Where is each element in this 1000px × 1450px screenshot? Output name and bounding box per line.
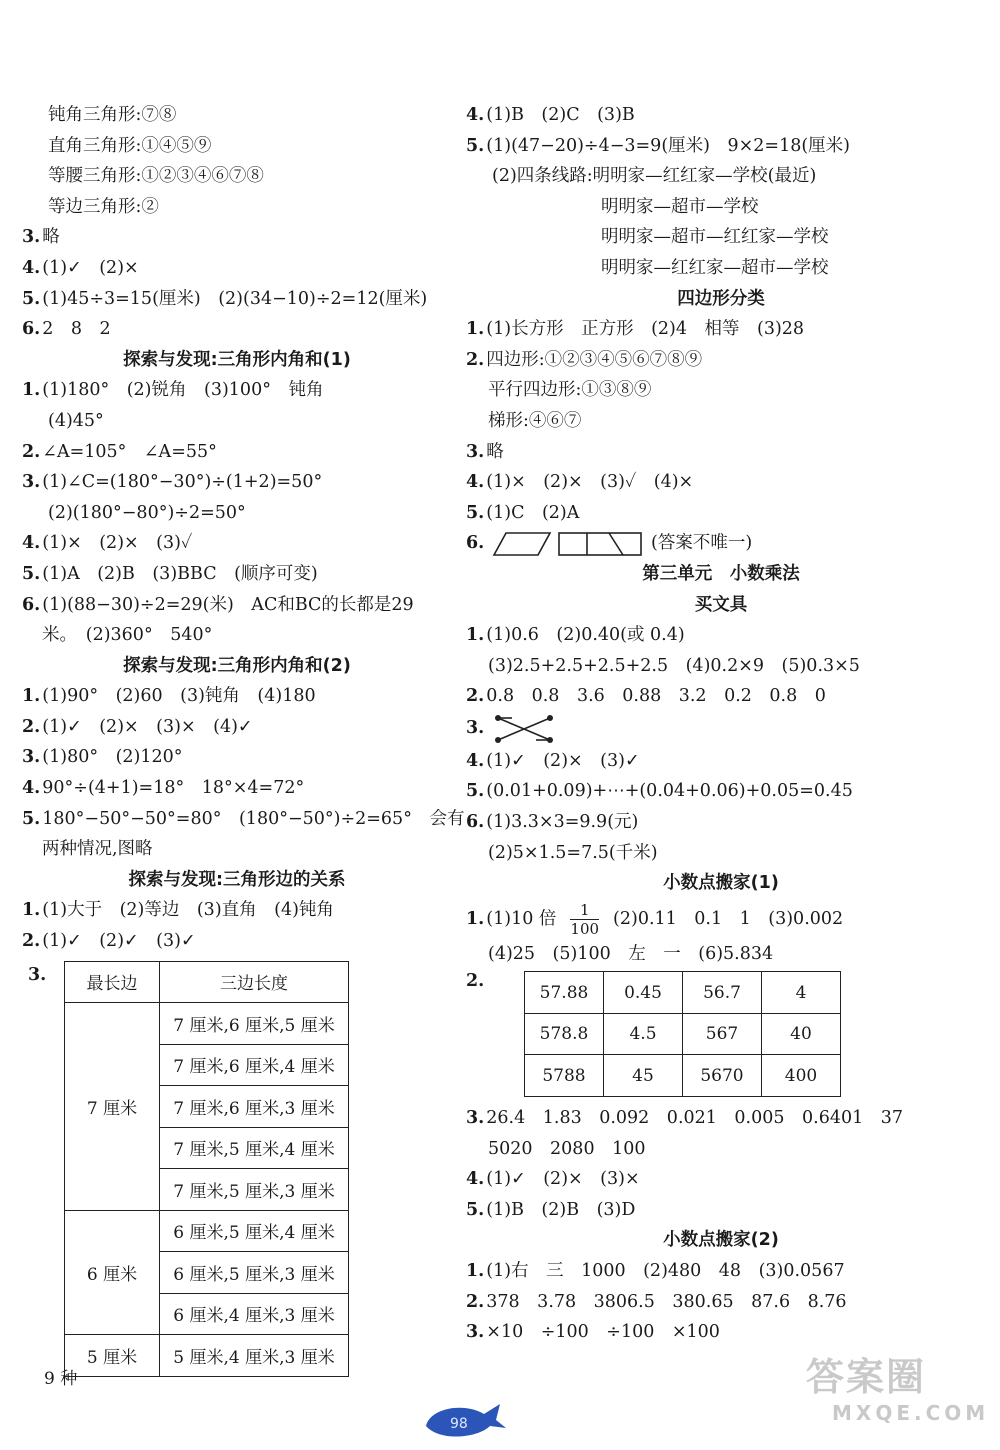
answer-line: 两种情况,图略: [42, 839, 153, 860]
longest-side-cell: 5 厘米: [65, 1335, 160, 1377]
table-row: [525, 972, 841, 1014]
answer-line: 明明家—超市—红红家—学校: [601, 227, 829, 248]
answer-line: 5. (1)B (2)B (3)D: [466, 1199, 636, 1220]
watermark-logo: 答案圈: [806, 1355, 927, 1399]
unit-title: 第三单元 小数乘法: [642, 563, 800, 584]
answer-line: 5. 180°−50°−50°=80° (180°−50°)÷2=65° 会有: [22, 808, 465, 829]
answer-line: (2)(180°−80°)÷2=50°: [48, 502, 246, 523]
table-cell: 5788: [525, 1055, 604, 1097]
longest-side-cell: 6 厘米: [65, 1210, 160, 1335]
side-lengths-cell: 6 厘米,5 厘米,3 厘米: [160, 1252, 349, 1294]
answer-line: 米。 (2)360° 540°: [42, 625, 213, 646]
answer-line: 梯形:④⑥⑦: [488, 410, 582, 431]
answer-line: 直角三角形:①④⑤⑨: [48, 135, 212, 156]
answer-line: 2. 378 3.78 3806.5 380.65 87.6 8.76: [466, 1291, 847, 1312]
side-length-table: [64, 961, 349, 1377]
side-lengths-cell: 6 厘米,4 厘米,3 厘米: [160, 1293, 349, 1335]
answer-line: 4. 90°÷(4+1)=18° 18°×4=72°: [22, 778, 305, 799]
left-column: 钝角三角形:⑦⑧ 直角三角形:①④⑤⑨ 等腰三角形:①②③④⑥⑦⑧ 等边三角形:② 3. 略 4. (1)✓ (2)× 5. (1)45÷3=15(厘米) (2)(34−10)÷2=12(厘米) 6. 2 8 2 探索与发现:三角形内角和(1) 1. (1)180° (2)锐角 (3)100° 钝角 (4)45° 2. ∠A=105° ∠A=55° 3. (1)∠C=(180°−30°)÷(1+2)=50° (2)(180°−80°)÷2=50° 4. (1)× (2)× (3)✓ 5. (1)A (2)B (3)BBC (顺序可变) 6. (1)(88−30)÷2=29(米) AC和BC的长都是29 米。 (2)360° 540° 探索与发现:三角形内角和(2) 1. (1)90° (2)60 (3)钝角 (4)180 2. (1)✓ (2)× (3)× (4)✓ 3. (1)80° (2)120° 4. 90°÷(4+1)=18° 18°×4=72° 5. 180°−50°−50°=80° (180°−50°)÷2=65° 会有 两种情况,图略 探索与发现:三角形边的关系 1. (1)大于 (2)等边 (3)直角 (4)钝角 2. (1)✓ (2)✓ (3)✓ 3. 最长边 三边长度 7 厘米 7 厘米,6 厘米,5 厘米 7 厘米,6 厘米,4 厘米 7 厘米,6 厘米,3 厘米 7 厘米,5 厘米,4 厘米 7 厘米,5 厘米,3 厘米 6 厘米 6 厘米,5 厘米,4 厘米 6 厘米,5 厘米,3 厘米 6 厘米,4 厘米,3 厘米 5 厘米 5 厘米,4 厘米,3 厘米: [22, 100, 452, 1377]
side-lengths-cell: 6 厘米,5 厘米,4 厘米: [160, 1210, 349, 1252]
answer-line: 4. (1)× (2)× (3)✓ (4)×: [466, 472, 694, 493]
section-title: 小数点搬家(2): [663, 1230, 779, 1251]
longest-side-cell: 7 厘米: [65, 1003, 160, 1211]
parallelogram-drawing: [492, 531, 552, 557]
table-cell: 4: [762, 972, 841, 1014]
table-cell: 578.8: [525, 1013, 604, 1055]
side-lengths-cell: 7 厘米,5 厘米,3 厘米: [160, 1169, 349, 1211]
table-row: [65, 1003, 349, 1045]
answer-line: 6. (1)3.3×3=9.9(元): [466, 812, 639, 833]
table-header: 三边长度: [160, 961, 349, 1003]
answer-line: 2. (1)✓ (2)✓ (3)✓: [22, 931, 196, 952]
answer-line: 2. 0.8 0.8 3.6 0.88 3.2 0.2 0.8 0: [466, 686, 826, 707]
whale-icon: [420, 1396, 510, 1444]
side-lengths-cell: 7 厘米,6 厘米,3 厘米: [160, 1086, 349, 1128]
answer-line: 3. 略: [466, 441, 504, 462]
answer-line: 3. (1)∠C=(180°−30°)÷(1+2)=50°: [22, 472, 323, 493]
answer-line: 3. 26.4 1.83 0.092 0.021 0.005 0.6401 37: [466, 1107, 904, 1128]
section-title: 探索与发现:三角形内角和(2): [123, 655, 351, 676]
answer-line: 钝角三角形:⑦⑧: [48, 105, 177, 125]
table-cell: 57.88: [525, 972, 604, 1014]
footer-note: 9 种: [44, 1369, 78, 1389]
answer-line: (2)5×1.5=7.5(千米): [488, 842, 658, 863]
answer-line: 1. (1)90° (2)60 (3)钝角 (4)180: [22, 686, 316, 707]
answer-line: 等边三角形:②: [48, 196, 159, 217]
section-title: 四边形分类: [677, 288, 765, 309]
table-cell: 400: [762, 1055, 841, 1097]
answer-line: 4. (1)B (2)C (3)B: [466, 105, 635, 125]
answer-line: 平行四边形:①③⑧⑨: [488, 380, 652, 401]
answer-line: 等腰三角形:①②③④⑥⑦⑧: [48, 166, 264, 187]
answer-line: (4)45°: [48, 410, 104, 431]
answer-line: 1. (1)长方形 正方形 (2)4 相等 (3)28: [466, 319, 805, 340]
table-cell: 40: [762, 1013, 841, 1055]
side-lengths-cell: 7 厘米,5 厘米,4 厘米: [160, 1127, 349, 1169]
answer-line: 2. (1)✓ (2)× (3)× (4)✓: [22, 716, 253, 737]
answer-line: 5. (1)(47−20)÷4−3=9(厘米) 9×2=18(厘米): [466, 135, 850, 156]
table-cell: 56.7: [683, 972, 762, 1014]
answer-line: 5. (1)A (2)B (3)BBC (顺序可变): [22, 563, 318, 584]
watermark: [806, 1346, 989, 1425]
fraction: $\frac{1}{100}$: [570, 900, 600, 938]
table-header: 最长边: [65, 961, 160, 1003]
section-title: 小数点搬家(1): [663, 873, 779, 894]
answer-line: 1. (1)180° (2)锐角 (3)100° 钝角: [22, 380, 324, 401]
answer-line: 5. (0.01+0.09)+⋯+(0.04+0.06)+0.05=0.45: [466, 781, 853, 802]
section-title: 探索与发现:三角形边的关系: [128, 869, 346, 890]
answer-line: 5. (1)C (2)A: [466, 502, 580, 523]
table-cell: 567: [683, 1013, 762, 1055]
right-column: 4. (1)B (2)C (3)B 5. (1)(47−20)÷4−3=9(厘米) 9×2=18(厘米) (2)四条线路:明明家—红红家—学校(最近) 明明家—超市—学校 明明家—超市—红红家—学校 明明家—红红家—超市—学校 四边形分类 1. (1)长方形 正方形 (2)4 相等 (3)28 2. 四边形:①②③④⑤⑥⑦⑧⑨ 平行四边形:①③⑧⑨ 梯形:④⑥⑦ 3. 略 4. (1)× (2)× (3)✓ (4)× 5. (1)C (2)A 6. (答案不唯一) 第三单元 小数乘法 买文具 1. (1)0.6 (2)0.40(或 0.4) (3)2.5+2.5+2.5+2.5 (4)0.2×9 (5)0.3×5 2. 0.8 0.8 3.6 0.88 3.2 0.2 0.8 0 3. 4. (1)✓ (2)× (3)✓ 5. (0.01+0.09)+⋯+(0.04+0.06)+0.05=0.45 6. (1)3.3×3=9.9(元) (2)5×1.5=7.5(千米) 小数点搬家(1) 1. (1)10 倍 $\frac{1}{100}$ (2)0.11 0.1 1 (3)0.002 (4)25 (5)100 左 一 (6)5.834 2. 57.88 0.45 56.7 4 578.8 4.5 567 40 5788 45 5670 400 3. 26.4 1.83 0.092 0.021 0.005 0.6401 37 5020 2080 100 4. (1)✓ (2)× (3)× 5. (1)B (2)B (3)D 小数点搬家(2) 1. (1)右 三 1000 (2)480 48 (3)0.0567 2. 378 3.78 3806.5 380.65 87.6 8.76 3. ×10 ÷100 ÷100 ×100: [466, 100, 976, 1348]
answer-line: 5020 2080 100: [488, 1138, 646, 1159]
side-lengths-cell: 5 厘米,4 厘米,3 厘米: [160, 1335, 349, 1377]
answer-line: (3)2.5+2.5+2.5+2.5 (4)0.2×9 (5)0.3×5: [488, 655, 860, 676]
answer-line: 明明家—红红家—超市—学校: [601, 257, 829, 278]
answer-line: 1. (1)0.6 (2)0.40(或 0.4): [466, 625, 685, 646]
answer-line: 6. (1)(88−30)÷2=29(米) AC和BC的长都是29: [22, 594, 414, 615]
side-lengths-cell: 7 厘米,6 厘米,5 厘米: [160, 1003, 349, 1045]
answer-line: 4. (1)✓ (2)× (3)×: [466, 1169, 640, 1190]
table-row: [65, 1210, 349, 1252]
table-row: [525, 1013, 841, 1055]
page-number: 98: [450, 1416, 468, 1432]
answer-line: 3. (1)80° (2)120°: [22, 747, 183, 768]
answer-line: 3. ×10 ÷100 ÷100 ×100: [466, 1322, 720, 1343]
answer-line: 明明家—超市—学校: [601, 196, 759, 217]
answer-line: 1. (1)右 三 1000 (2)480 48 (3)0.0567: [466, 1260, 845, 1281]
answer-line: 4. (1)✓ (2)× (3)✓: [466, 750, 640, 771]
answer-line: 4. (1)× (2)× (3)✓: [22, 533, 193, 554]
section-title: 探索与发现:三角形内角和(1): [123, 349, 351, 370]
side-lengths-cell: 7 厘米,6 厘米,4 厘米: [160, 1044, 349, 1086]
watermark-url: MXQE.COM: [832, 1401, 990, 1425]
table-cell: 5670: [683, 1055, 762, 1097]
answer-line: (2)四条线路:明明家—红红家—学校(最近): [492, 166, 817, 187]
table-cell: 0.45: [604, 972, 683, 1014]
table-row: [525, 1055, 841, 1097]
table-cell: 45: [604, 1055, 683, 1097]
rectangle-split-drawing: [557, 531, 645, 557]
answer-line: 1. (1)大于 (2)等边 (3)直角 (4)钝角: [22, 900, 334, 921]
answer-line: 2. 四边形:①②③④⑤⑥⑦⑧⑨: [466, 349, 703, 370]
decimal-table: [524, 971, 841, 1097]
section-title: 买文具: [694, 594, 748, 615]
answer-line: 2. ∠A=105° ∠A=55°: [22, 441, 217, 462]
table-row: [65, 1335, 349, 1377]
matching-lines-drawing: [492, 712, 556, 746]
table-cell: 4.5: [604, 1013, 683, 1055]
